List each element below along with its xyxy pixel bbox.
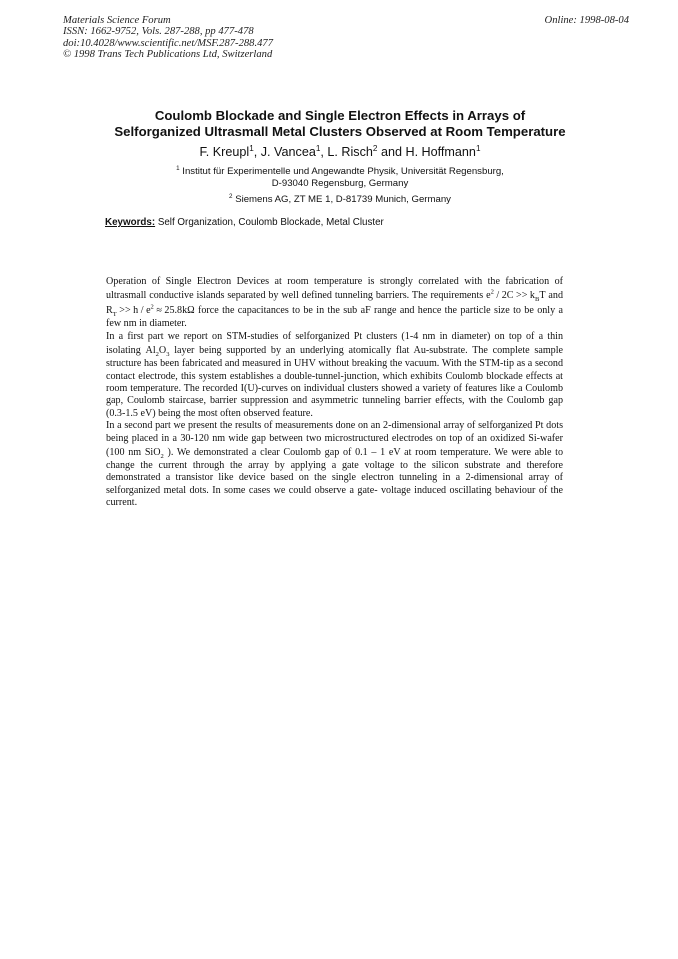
- formula-silicon-dioxide: SiO$_2$: [144, 447, 164, 461]
- author-separator: ,: [253, 145, 261, 159]
- abstract-paragraph-3: In a second part we present the results of measurements done on an 2-dimensional array of selforganized Pt dots being placed in a 30-120 nm wide gap between two microstructured electrodes on top of an oxidized Si-wafer (100 nm SiO$_2$ ). We demonstrated a clear Coulomb gap of 0.1 – 1 eV at room temperature. We were able to change the current through the array by applying a gate voltage to the silicon substrate and therefore demonstrated a transistor like device based on the single electron tunneling in a 2-dimensional array of selforganized metal dots. In some cases we could observe a gate- voltage induced oscillating behaviour of the current.: [106, 420, 563, 509]
- affil-mark: 1: [176, 164, 180, 172]
- author-affil-mark: 1: [249, 143, 254, 153]
- author-separator: and: [377, 145, 406, 159]
- title-line-1: Coulomb Blockade and Single Electron Effects in Arrays of: [154, 108, 526, 123]
- author-name: L. Risch: [327, 145, 373, 159]
- paper-title: [60, 108, 620, 139]
- abstract-paragraph-1: Operation of Single Electron Devices at room temperature is strongly correlated with the fabrication of ultrasmall conductive islands separated by well defined tunneling barriers. The requirements $e^2 / 2C >> k_BT$ and $R_T >> h / e^2 \approx 25.8k\Omega$ force the capacitances to be in the sub aF range and hence the particle size to be only a few nm in diameter.: [106, 276, 563, 330]
- formula-tunnel-resistance: $R_T >> h / e^2 \approx 25.8k\Omega$: [106, 304, 195, 319]
- journal-name: Materials Science Forum: [63, 15, 171, 26]
- affil-line: D-93040 Regensburg, Germany: [271, 178, 409, 189]
- affiliation-2: [60, 194, 620, 206]
- affil-line: Siemens AG, ZT ME 1, D-81739 Munich, Germany: [235, 194, 451, 205]
- abstract-paragraph-2: In a first part we report on STM-studies of selforganized Pt clusters (1-4 nm in diameter) on top of a thin isolating $Al_2O_3$ layer being supported by an underlying atomically flat Au-substrate. The complete sample structure has been fabricated and measured in UHV without breaking the vacuum. With the STM-tip as a second contact electrode, this system establishes a double-tunnel-junction, which exhibits Coulomb blockade effects at room temperature. The recorded I(U)-curves on individual clusters showed a variety of features like a Coulomb gap, Coulomb staircase, barrier suppression and asymmetric tunneling barrier effects, with the Coulomb gap (0.3-1.5 eV) being the most often observed feature.: [106, 330, 563, 419]
- keywords-value: Self Organization, Coulomb Blockade, Metal Cluster: [157, 217, 384, 228]
- affiliation-1: [60, 166, 620, 190]
- author-name: J. Vancea: [260, 145, 316, 159]
- formula-alumina: $Al_2O_3$: [145, 345, 170, 359]
- title-line-2: Selforganized Ultrasmall Metal Clusters Observed at Room Temperature: [114, 123, 566, 139]
- author-list: [60, 145, 620, 160]
- issn-line: ISSN: 1662-9752, Vols. 287-288, pp 477-478: [63, 26, 254, 38]
- keywords: [105, 217, 384, 229]
- formula-charging-energy: $e^2 / 2C >> k_BT$: [486, 289, 546, 304]
- author-name: F. Kreupl: [199, 145, 250, 159]
- author-affil-mark: 1: [475, 143, 481, 153]
- affil-line: Institut für Experimentelle und Angewandte Physik, Universität Regensburg,: [182, 166, 504, 177]
- affil-mark: 2: [229, 192, 233, 200]
- author-name: H. Hoffmann: [405, 145, 476, 159]
- keywords-label: Keywords:: [105, 217, 156, 228]
- author-affil-mark: 1: [315, 143, 321, 153]
- abstract: [106, 276, 563, 510]
- doi-line: doi:10.4028/www.scientific.net/MSF.287-288.477: [63, 37, 273, 49]
- author-separator: ,: [320, 145, 328, 159]
- online-date: Online: 1998-08-04: [544, 15, 629, 26]
- copyright-line: © 1998 Trans Tech Publications Ltd, Switzerland: [63, 49, 273, 61]
- author-affil-mark: 2: [372, 143, 378, 153]
- citation-header: [63, 15, 273, 61]
